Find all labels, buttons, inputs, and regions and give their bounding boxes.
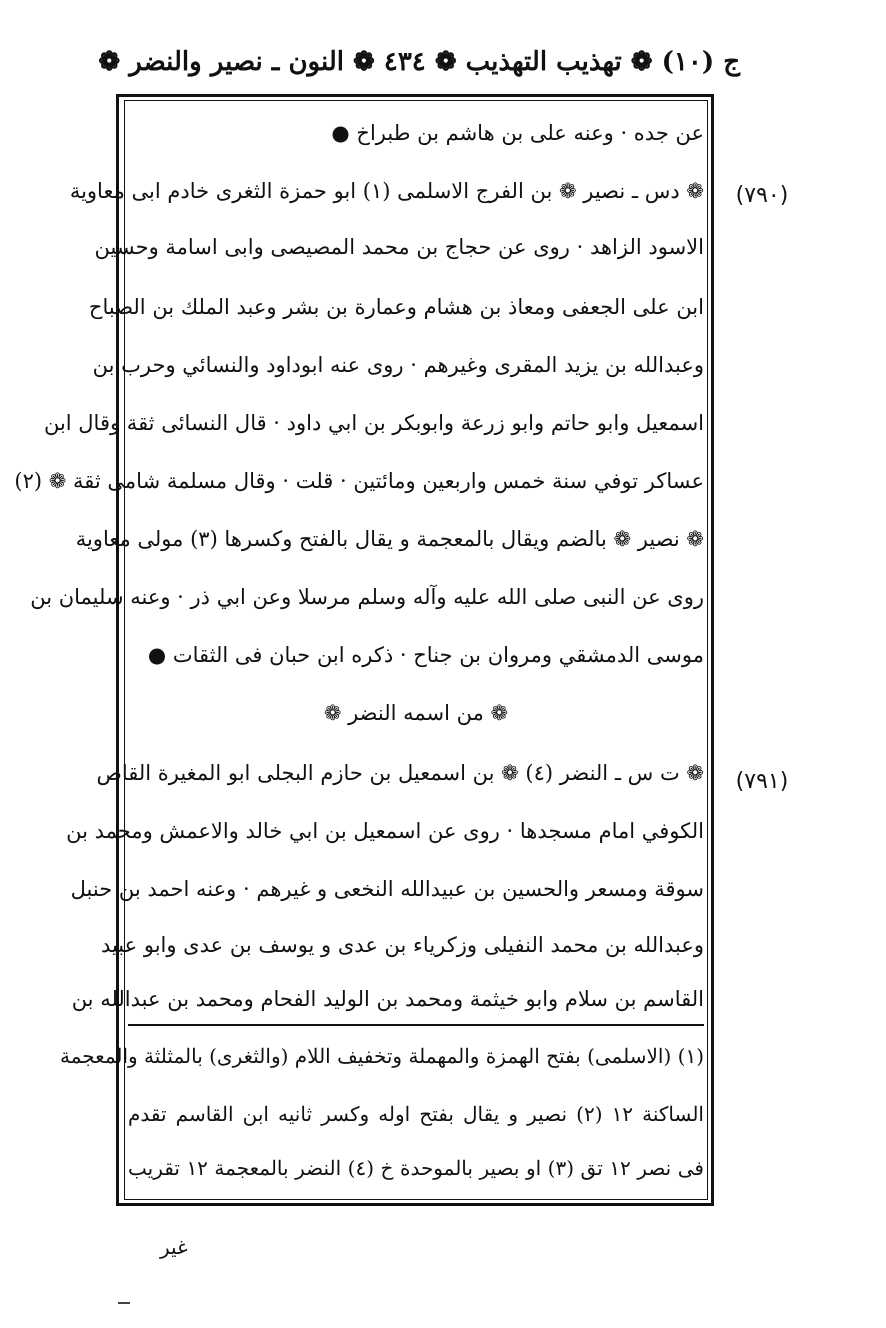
body-line: عساكر توفي سنة خمس واربعين ومائتين · قلت · وقال مسلمة شامى ثقة ❁ (٢) xyxy=(14,469,704,493)
running-header: ج (١٠) ❁ تهذيب التهذيب ❁ ٤٣٤ ❁ النون ـ نصير والنضر ❁ xyxy=(98,47,740,77)
body-line: القاسم بن سلام وابو خيثمة ومحمد بن الوليد الفحام ومحمد بن عبدالله بن xyxy=(71,987,704,1011)
body-line: وعبدالله بن يزيد المقرى وغيرهم · روى عنه ابوداود والنسائي وحرب بن xyxy=(92,353,704,377)
body-line: ❁ دس ـ نصير ❁ بن الفرج الاسلمى (١) ابو حمزة الثغرى خادم ابى معاوية xyxy=(69,179,704,203)
footnote-line: فى نصر ١٢ تق (٣) او بصير بالموحدة خ (٤) النضر بالمعجمة ١٢ تقريب xyxy=(128,1156,704,1180)
footnote-line: الساكنة ١٢ (٢) نصير و يقال بفتح اوله وكسر ثانيه ابن القاسم تقدم xyxy=(128,1102,704,1126)
body-line: وعبدالله بن محمد النفيلى وزكرياء بن عدى و يوسف بن عدى وابو عبيد xyxy=(100,933,704,957)
section-heading: ❁ من اسمه النضر ❁ xyxy=(323,701,509,725)
body-line: ❁ نصير ❁ بالضم ويقال بالمعجمة و يقال بالفتح وكسرها (٣) مولى معاوية xyxy=(75,527,704,551)
body-line: سوقة ومسعر والحسين بن عبيدالله النخعى و غيرهم · وعنه احمد بن حنبل xyxy=(70,877,704,901)
entry-number-790: (٧٩٠) xyxy=(735,183,789,208)
body-line: ❁ ت س ـ النضر (٤) ❁ بن اسمعيل بن حازم البجلى ابو المغيرة القاص xyxy=(96,761,704,785)
body-line: روى عن النبى صلى الله عليه وآله وسلم مرسلا وعن ابي ذر · وعنه سليمان بن xyxy=(30,585,704,609)
body-line: ابن على الجعفى ومعاذ بن هشام وعمارة بن بشر وعبد الملك بن الصباح xyxy=(88,295,704,319)
body-line: الاسود الزاهد · روى عن حجاج بن محمد المصيصى وابى اسامة وحسين xyxy=(94,235,704,259)
footnote-separator xyxy=(128,1024,704,1026)
catchword: غير xyxy=(160,1235,188,1259)
body-line: الكوفي امام مسجدها · روى عن اسمعيل بن ابي خالد والاعمش ومحمد بن xyxy=(66,819,704,843)
body-line: موسى الدمشقي ومروان بن جناح · ذكره ابن حبان فى الثقات ● xyxy=(147,643,704,667)
body-line: عن جده · وعنه على بن هاشم بن طبراخ ● xyxy=(331,121,704,145)
entry-number-791: (٧٩١) xyxy=(735,769,789,794)
body-line: اسمعيل وابو حاتم وابو زرعة وابوبكر بن ابي داود · قال النسائى ثقة وقال ابن xyxy=(43,411,704,435)
print-speck xyxy=(118,1302,130,1304)
footnote-line: (١) (الاسلمى) بفتح الهمزة والمهملة وتخفيف اللام (والثغرى) بالمثلثة والمعجمة xyxy=(59,1044,704,1068)
